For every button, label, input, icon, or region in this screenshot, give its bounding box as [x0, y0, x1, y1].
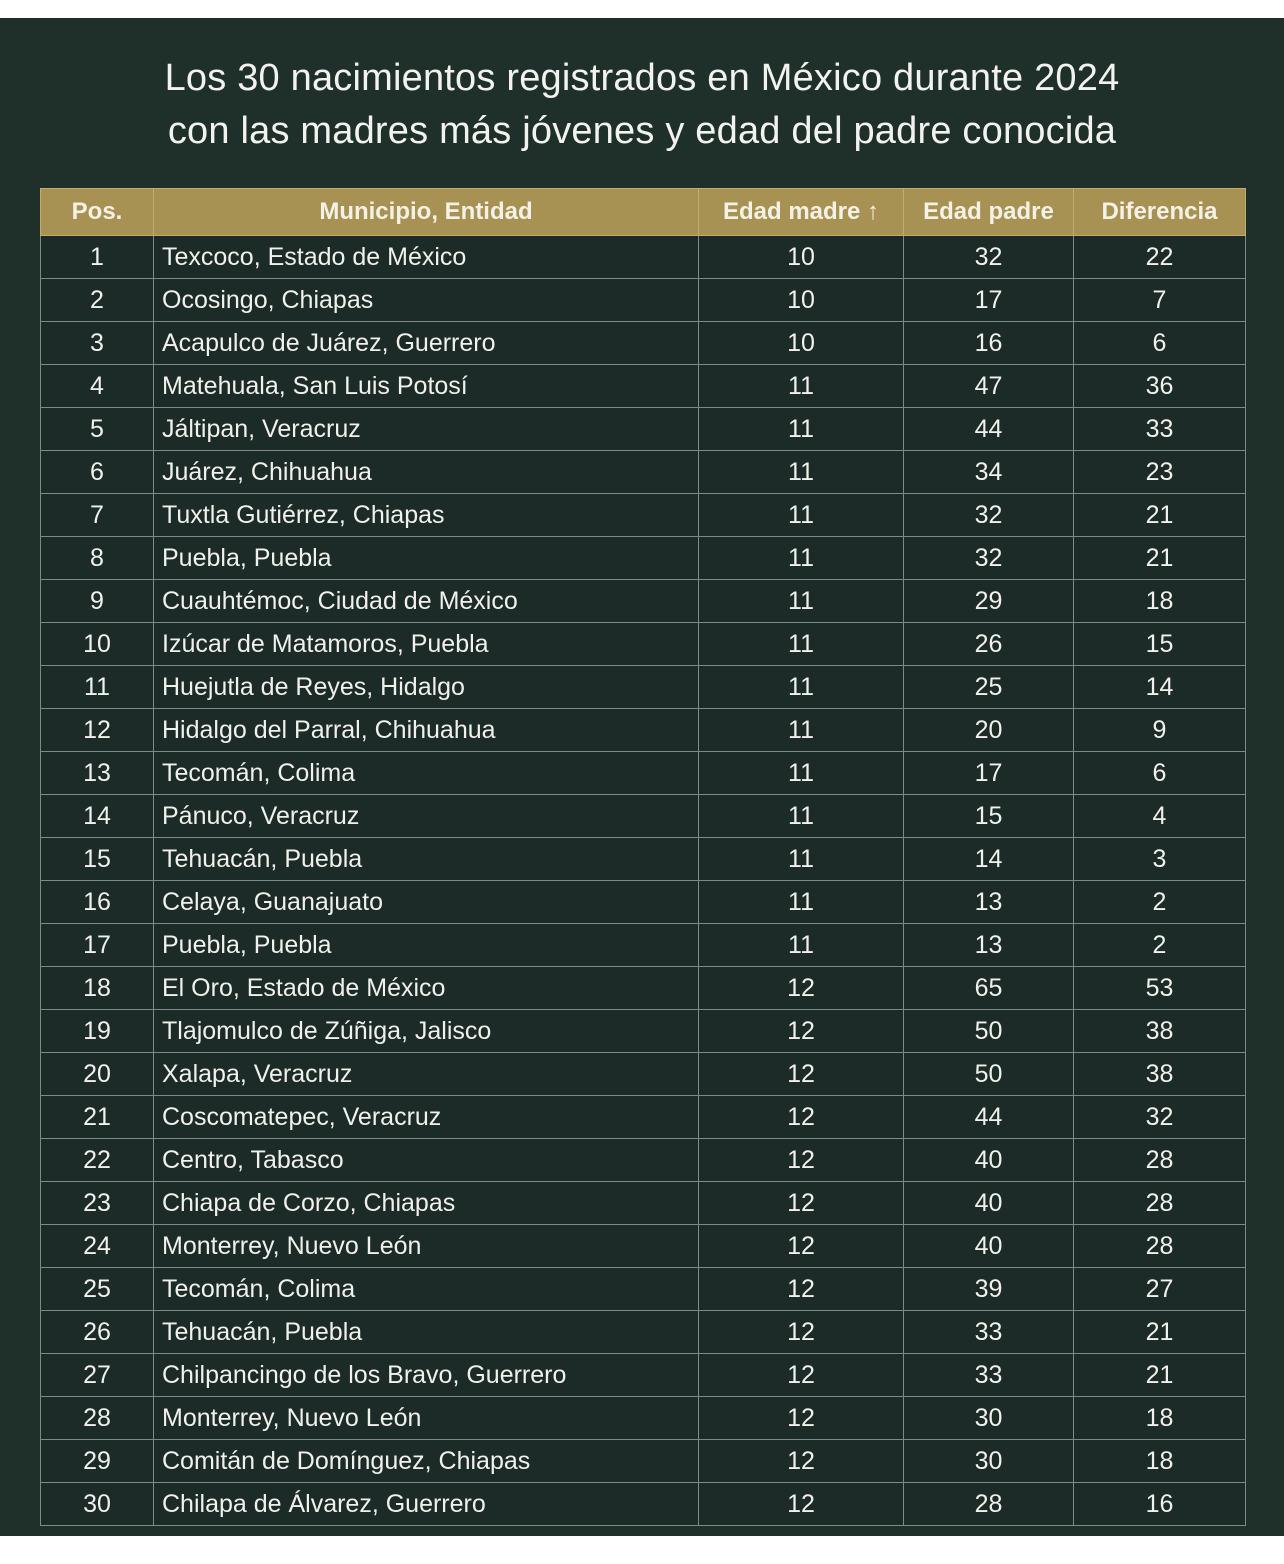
cell-pos: 6	[41, 451, 154, 494]
cell-edad-padre: 50	[904, 1010, 1074, 1053]
table-row	[41, 1483, 1246, 1526]
cell-edad-padre: 44	[904, 408, 1074, 451]
page-title	[0, 52, 1284, 158]
cell-edad-padre: 40	[904, 1225, 1074, 1268]
cell-edad-madre: 11	[699, 666, 904, 709]
cell-municipio: Cuauhtémoc, Ciudad de México	[154, 580, 699, 623]
table-row	[41, 967, 1246, 1010]
cell-municipio: Comitán de Domínguez, Chiapas	[154, 1440, 699, 1483]
cell-diferencia: 27	[1074, 1268, 1246, 1311]
cell-pos: 2	[41, 279, 154, 322]
cell-municipio: Chiapa de Corzo, Chiapas	[154, 1182, 699, 1225]
cell-municipio: Puebla, Puebla	[154, 537, 699, 580]
cell-edad-madre: 11	[699, 709, 904, 752]
cell-edad-madre: 12	[699, 967, 904, 1010]
cell-edad-madre: 12	[699, 1397, 904, 1440]
table-row	[41, 1182, 1246, 1225]
cell-pos: 9	[41, 580, 154, 623]
cell-municipio: Tuxtla Gutiérrez, Chiapas	[154, 494, 699, 537]
cell-edad-madre: 11	[699, 408, 904, 451]
cell-diferencia: 2	[1074, 924, 1246, 967]
cell-municipio: Tehuacán, Puebla	[154, 838, 699, 881]
cell-edad-padre: 16	[904, 322, 1074, 365]
cell-pos: 16	[41, 881, 154, 924]
cell-edad-madre: 12	[699, 1354, 904, 1397]
cell-diferencia: 32	[1074, 1096, 1246, 1139]
cell-municipio: Tecomán, Colima	[154, 1268, 699, 1311]
cell-municipio: Celaya, Guanajuato	[154, 881, 699, 924]
cell-edad-padre: 30	[904, 1440, 1074, 1483]
cell-edad-madre: 12	[699, 1010, 904, 1053]
cell-pos: 13	[41, 752, 154, 795]
cell-edad-madre: 12	[699, 1225, 904, 1268]
cell-edad-madre: 11	[699, 924, 904, 967]
cell-diferencia: 38	[1074, 1010, 1246, 1053]
cell-diferencia: 28	[1074, 1182, 1246, 1225]
cell-edad-padre: 13	[904, 881, 1074, 924]
cell-edad-madre: 12	[699, 1053, 904, 1096]
title-line-1: Los 30 nacimientos registrados en México durante 2024	[164, 57, 1120, 99]
cell-edad-madre: 10	[699, 322, 904, 365]
cell-edad-padre: 29	[904, 580, 1074, 623]
title-line-2: con las madres más jóvenes y edad del padre conocida	[167, 110, 1117, 152]
cell-edad-madre: 12	[699, 1440, 904, 1483]
cell-diferencia: 16	[1074, 1483, 1246, 1526]
cell-municipio: Hidalgo del Parral, Chihuahua	[154, 709, 699, 752]
cell-edad-padre: 65	[904, 967, 1074, 1010]
cell-edad-padre: 20	[904, 709, 1074, 752]
header-edad-padre: Edad padre	[904, 189, 1074, 236]
table-row	[41, 709, 1246, 752]
cell-municipio: Juárez, Chihuahua	[154, 451, 699, 494]
cell-municipio: Coscomatepec, Veracruz	[154, 1096, 699, 1139]
cell-edad-padre: 30	[904, 1397, 1074, 1440]
cell-edad-padre: 14	[904, 838, 1074, 881]
cell-pos: 27	[41, 1354, 154, 1397]
table-row	[41, 322, 1246, 365]
cell-diferencia: 15	[1074, 623, 1246, 666]
table-row	[41, 1053, 1246, 1096]
cell-pos: 7	[41, 494, 154, 537]
cell-edad-padre: 17	[904, 752, 1074, 795]
cell-edad-madre: 12	[699, 1311, 904, 1354]
cell-edad-madre: 12	[699, 1182, 904, 1225]
cell-edad-madre: 12	[699, 1483, 904, 1526]
cell-diferencia: 6	[1074, 752, 1246, 795]
cell-municipio: Chilpancingo de los Bravo, Guerrero	[154, 1354, 699, 1397]
cell-diferencia: 18	[1074, 1440, 1246, 1483]
cell-pos: 28	[41, 1397, 154, 1440]
cell-edad-madre: 11	[699, 623, 904, 666]
cell-municipio: Izúcar de Matamoros, Puebla	[154, 623, 699, 666]
cell-municipio: El Oro, Estado de México	[154, 967, 699, 1010]
cell-pos: 20	[41, 1053, 154, 1096]
table-row	[41, 580, 1246, 623]
cell-edad-padre: 15	[904, 795, 1074, 838]
cell-diferencia: 18	[1074, 580, 1246, 623]
cell-municipio: Jáltipan, Veracruz	[154, 408, 699, 451]
cell-municipio: Matehuala, San Luis Potosí	[154, 365, 699, 408]
cell-edad-padre: 39	[904, 1268, 1074, 1311]
cell-pos: 19	[41, 1010, 154, 1053]
cell-edad-padre: 28	[904, 1483, 1074, 1526]
cell-diferencia: 18	[1074, 1397, 1246, 1440]
cell-pos: 29	[41, 1440, 154, 1483]
cell-municipio: Ocosingo, Chiapas	[154, 279, 699, 322]
cell-edad-padre: 40	[904, 1182, 1074, 1225]
cell-municipio: Chilapa de Álvarez, Guerrero	[154, 1483, 699, 1526]
cell-diferencia: 7	[1074, 279, 1246, 322]
cell-edad-padre: 44	[904, 1096, 1074, 1139]
table-row	[41, 666, 1246, 709]
cell-edad-padre: 33	[904, 1354, 1074, 1397]
cell-municipio: Xalapa, Veracruz	[154, 1053, 699, 1096]
cell-diferencia: 21	[1074, 537, 1246, 580]
cell-pos: 12	[41, 709, 154, 752]
cell-municipio: Texcoco, Estado de México	[154, 236, 699, 279]
cell-pos: 15	[41, 838, 154, 881]
table-row	[41, 365, 1246, 408]
cell-diferencia: 21	[1074, 1311, 1246, 1354]
cell-diferencia: 38	[1074, 1053, 1246, 1096]
cell-edad-padre: 13	[904, 924, 1074, 967]
cell-edad-madre: 10	[699, 279, 904, 322]
table-row	[41, 1096, 1246, 1139]
cell-diferencia: 21	[1074, 1354, 1246, 1397]
header-pos: Pos.	[41, 189, 154, 236]
table-row	[41, 1311, 1246, 1354]
cell-diferencia: 14	[1074, 666, 1246, 709]
cell-diferencia: 28	[1074, 1139, 1246, 1182]
cell-edad-madre: 11	[699, 795, 904, 838]
header-municipio: Municipio, Entidad	[154, 189, 699, 236]
table-row	[41, 795, 1246, 838]
table-row	[41, 1010, 1246, 1053]
cell-edad-madre: 11	[699, 752, 904, 795]
cell-pos: 1	[41, 236, 154, 279]
cell-edad-padre: 50	[904, 1053, 1074, 1096]
cell-municipio: Pánuco, Veracruz	[154, 795, 699, 838]
cell-pos: 30	[41, 1483, 154, 1526]
cell-edad-madre: 11	[699, 838, 904, 881]
table-header-row	[41, 189, 1246, 236]
cell-edad-padre: 32	[904, 236, 1074, 279]
cell-pos: 8	[41, 537, 154, 580]
table-row	[41, 279, 1246, 322]
cell-edad-madre: 12	[699, 1139, 904, 1182]
cell-diferencia: 2	[1074, 881, 1246, 924]
cell-edad-padre: 40	[904, 1139, 1074, 1182]
cell-pos: 23	[41, 1182, 154, 1225]
cell-edad-padre: 26	[904, 623, 1074, 666]
table-row	[41, 881, 1246, 924]
table-row	[41, 1139, 1246, 1182]
cell-diferencia: 21	[1074, 494, 1246, 537]
table-row	[41, 1397, 1246, 1440]
table-row	[41, 752, 1246, 795]
cell-edad-padre: 34	[904, 451, 1074, 494]
table-row	[41, 924, 1246, 967]
table-row	[41, 623, 1246, 666]
table-row	[41, 494, 1246, 537]
cell-pos: 21	[41, 1096, 154, 1139]
table-row	[41, 1268, 1246, 1311]
cell-edad-madre: 11	[699, 881, 904, 924]
births-table	[40, 188, 1246, 1526]
cell-diferencia: 28	[1074, 1225, 1246, 1268]
cell-diferencia: 6	[1074, 322, 1246, 365]
cell-diferencia: 3	[1074, 838, 1246, 881]
cell-diferencia: 4	[1074, 795, 1246, 838]
cell-edad-madre: 11	[699, 451, 904, 494]
cell-edad-padre: 33	[904, 1311, 1074, 1354]
cell-edad-padre: 17	[904, 279, 1074, 322]
table-row	[41, 1354, 1246, 1397]
cell-pos: 26	[41, 1311, 154, 1354]
table-row	[41, 408, 1246, 451]
table-row	[41, 451, 1246, 494]
cell-edad-madre: 12	[699, 1096, 904, 1139]
cell-pos: 5	[41, 408, 154, 451]
cell-pos: 3	[41, 322, 154, 365]
cell-municipio: Tecomán, Colima	[154, 752, 699, 795]
cell-diferencia: 9	[1074, 709, 1246, 752]
cell-pos: 4	[41, 365, 154, 408]
cell-diferencia: 36	[1074, 365, 1246, 408]
cell-pos: 17	[41, 924, 154, 967]
cell-pos: 24	[41, 1225, 154, 1268]
cell-municipio: Centro, Tabasco	[154, 1139, 699, 1182]
header-edad-madre-label: Edad madre	[722, 198, 861, 225]
cell-municipio: Monterrey, Nuevo León	[154, 1397, 699, 1440]
cell-edad-padre: 32	[904, 494, 1074, 537]
cell-municipio: Acapulco de Juárez, Guerrero	[154, 322, 699, 365]
table-row	[41, 236, 1246, 279]
sort-ascending-icon: ↑	[867, 198, 880, 225]
cell-municipio: Monterrey, Nuevo León	[154, 1225, 699, 1268]
cell-municipio: Tehuacán, Puebla	[154, 1311, 699, 1354]
cell-edad-padre: 47	[904, 365, 1074, 408]
cell-edad-madre: 11	[699, 365, 904, 408]
cell-edad-padre: 32	[904, 537, 1074, 580]
cell-diferencia: 53	[1074, 967, 1246, 1010]
cell-edad-madre: 10	[699, 236, 904, 279]
cell-edad-madre: 11	[699, 580, 904, 623]
cell-municipio: Huejutla de Reyes, Hidalgo	[154, 666, 699, 709]
table-row	[41, 838, 1246, 881]
cell-edad-madre: 11	[699, 494, 904, 537]
cell-edad-madre: 11	[699, 537, 904, 580]
header-diferencia: Diferencia	[1074, 189, 1246, 236]
cell-edad-madre: 12	[699, 1268, 904, 1311]
cell-pos: 22	[41, 1139, 154, 1182]
header-edad-madre[interactable]	[699, 189, 904, 236]
cell-pos: 11	[41, 666, 154, 709]
cell-diferencia: 22	[1074, 236, 1246, 279]
table-row	[41, 1440, 1246, 1483]
cell-diferencia: 23	[1074, 451, 1246, 494]
cell-pos: 25	[41, 1268, 154, 1311]
cell-municipio: Puebla, Puebla	[154, 924, 699, 967]
cell-municipio: Tlajomulco de Zúñiga, Jalisco	[154, 1010, 699, 1053]
cell-pos: 10	[41, 623, 154, 666]
cell-pos: 18	[41, 967, 154, 1010]
cell-pos: 14	[41, 795, 154, 838]
cell-diferencia: 33	[1074, 408, 1246, 451]
table-row	[41, 1225, 1246, 1268]
table-row	[41, 537, 1246, 580]
cell-edad-padre: 25	[904, 666, 1074, 709]
